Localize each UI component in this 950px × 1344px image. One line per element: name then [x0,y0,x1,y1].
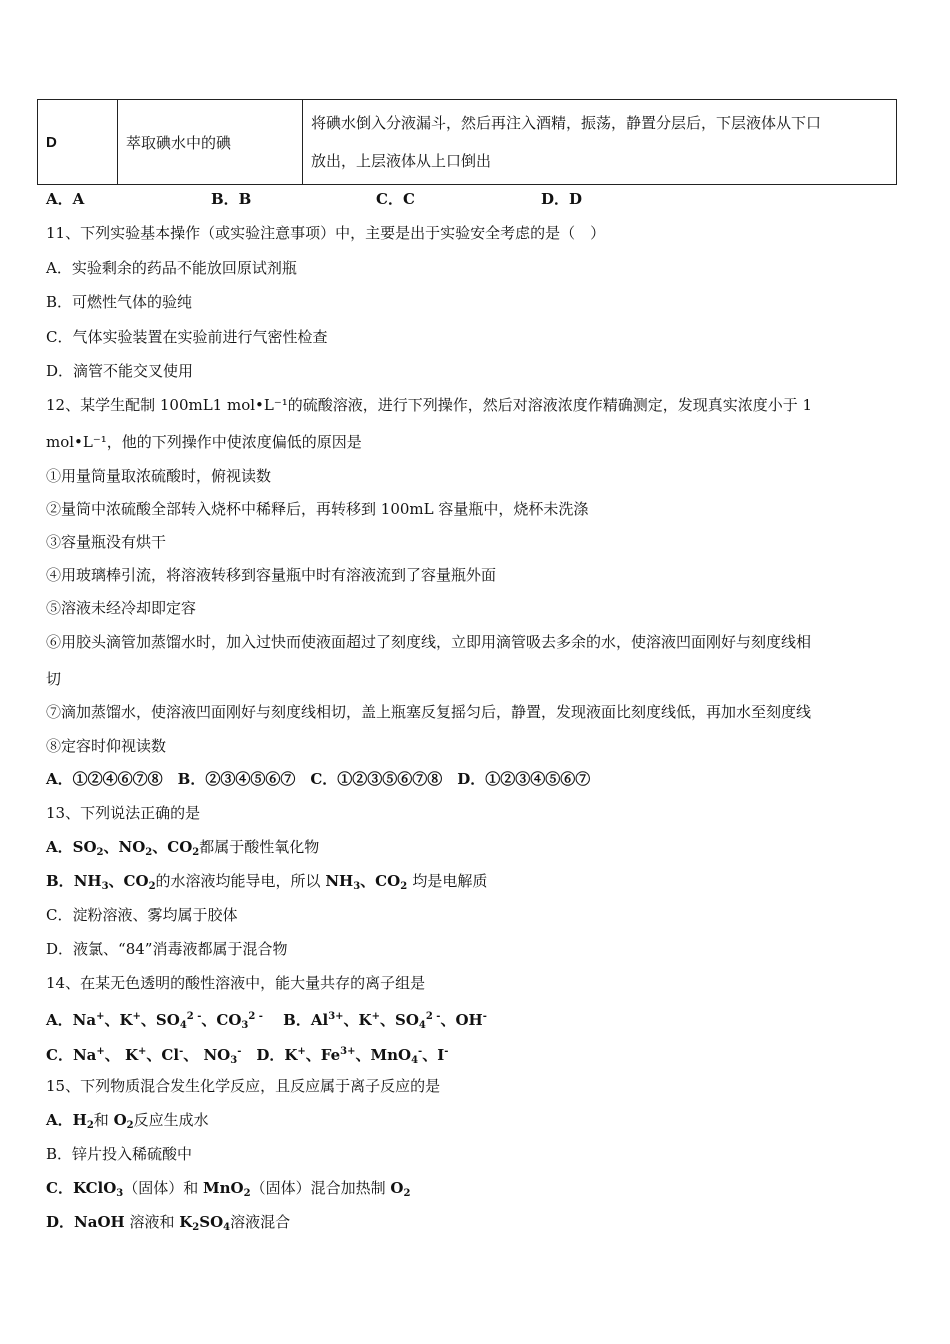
q12-step-1: ①用量筒量取浓硫酸时，俯视读数 [46,467,272,485]
q15-option-b: B．锌片投入稀硫酸中 [46,1145,193,1163]
q12-step-3: ③容量瓶没有烘干 [46,533,167,551]
q12-step-8: ⑧定容时仰视读数 [46,737,167,755]
q10-option-d: D．D [541,190,583,208]
q11-option-d: D．滴管不能交叉使用 [46,362,194,380]
q15-option-a: A．$H_2$和 $O_2$反应生成水 [46,1111,209,1131]
q12-stem-line2: mol•L⁻¹，他的下列操作中使浓度偏低的原因是 [46,433,362,451]
row-letter: D [38,100,118,185]
q11-option-a: A．实验剩余的药品不能放回原试剂瓶 [46,259,297,277]
q13-option-c: C．淀粉溶液、雾均属于胶体 [46,906,238,924]
q12-step-2: ②量筒中浓硫酸全部转入烧杯中稀释后，再转移到 100mL 容量瓶中，烧杯未洗涤 [46,500,589,518]
q13-option-a: A．$SO_2$、$NO_2$、$CO_2$都属于酸性氧化物 [46,838,320,858]
q11-option-c: C．气体实验装置在实验前进行气密性检查 [46,328,328,346]
q11-stem: 11、下列实验基本操作（或实验注意事项）中，主要是出于实验安全考虑的是（ ） [46,224,606,242]
q13-stem: 13、下列说法正确的是 [46,804,201,822]
q13-option-b: B．$NH_3$、$CO_2$的水溶液均能导电，所以 $NH_3$、$CO_2$ 均是电解质 [46,872,488,892]
q10-options [46,189,582,209]
q14-stem: 14、在某无色透明的酸性溶液中，能大量共存的离子组是 [46,974,426,992]
q11-option-b: B．可燃性气体的验纯 [46,293,193,311]
q12-step-4: ④用玻璃棒引流，将溶液转移到容量瓶中时有溶液流到了容量瓶外面 [46,566,497,584]
q12-step-5: ⑤溶液未经冷却即定容 [46,599,197,617]
q15-stem: 15、下列物质混合发生化学反应，且反应属于离子反应的是 [46,1077,441,1095]
q12-step-6-line2: 切 [46,670,62,688]
table-row [38,100,897,185]
q14-options-ab: A．Na+、K+、$SO_4^{2 -}$、$CO_3^{2 -}$ B．$Al^{3+}$、K+、$SO_4^{2 -}$、OH- [46,1011,487,1031]
q12-step-6-line1: ⑥用胶头滴管加蒸馏水时，加入过快而使液面超过了刻度线，立即用滴管吸去多余的水，使溶液凹面刚好与刻度线相 [46,633,812,651]
q15-option-c: C．KClO$_3$（固体）和 MnO$_2$（固体）混合加热制 $O_2$ [46,1179,411,1199]
q10-option-b: B．B [211,190,252,208]
q10-option-a: A．A [46,190,85,208]
q13-option-d: D．液氯、“84”消毒液都属于混合物 [46,940,288,958]
row-purpose: 萃取碘水中的碘 [118,100,303,185]
row-method-line2: 放出，上层液体从上口倒出 [311,152,492,170]
q14-options-cd: C．Na+、 K+、Cl-、 $NO_3^-$ D．K+、$Fe^{3+}$、MnO$_4$-、I- [46,1046,449,1066]
experiment-table [37,99,897,185]
row-method-line1: 将碘水倒入分液漏斗，然后再注入酒精，振荡，静置分层后，下层液体从下口 [311,114,822,132]
q15-option-d: D．NaOH 溶液和 $K_2SO_4$溶液混合 [46,1213,291,1233]
row-method [303,100,897,185]
q12-options: A．①②④⑥⑦⑧ B．②③④⑤⑥⑦ C．①②③⑤⑥⑦⑧ D．①②③④⑤⑥⑦ [46,770,591,788]
q10-option-c: C．C [376,190,415,208]
q12-step-7: ⑦滴加蒸馏水，使溶液凹面刚好与刻度线相切，盖上瓶塞反复摇匀后，静置，发现液面比刻度线低，再加水至刻度线 [46,703,812,721]
q12-stem-line1: 12、某学生配制 100mL1 mol•L⁻¹的硫酸溶液，进行下列操作，然后对溶液浓度作精确测定，发现真实浓度小于 1 [46,396,813,414]
